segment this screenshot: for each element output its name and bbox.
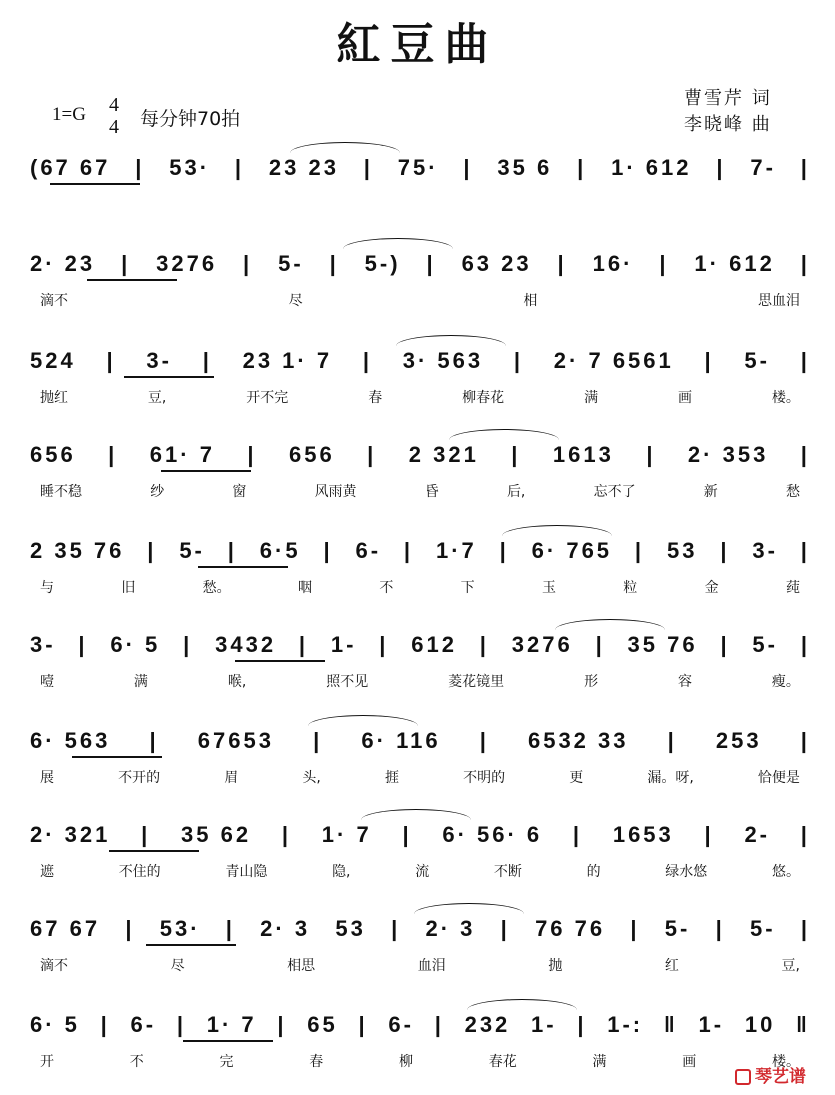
barline: |: [367, 442, 377, 467]
note-group: 3· 563: [402, 348, 484, 373]
note-group: 5-: [179, 538, 205, 563]
lyric-syllable: 菱花镜里: [448, 674, 505, 690]
lyric-syllable: 不: [379, 580, 394, 596]
barline: |: [147, 538, 157, 563]
note-group: 5-: [750, 916, 776, 941]
lyric-syllable: 尽: [288, 293, 303, 309]
lyric-syllable: 绿水悠: [665, 864, 708, 880]
slur-mark: [343, 238, 453, 249]
lyric-syllable: 流: [415, 864, 430, 880]
note-group: 1·7: [435, 538, 477, 563]
note-group: 2 35 76: [30, 538, 125, 563]
beam-line: [235, 660, 325, 662]
note-group: 75·: [397, 155, 439, 180]
lyric-syllable: 更: [569, 770, 584, 786]
barline: |: [800, 632, 810, 657]
lyric-syllable: 满: [133, 674, 148, 690]
barline: |: [403, 538, 414, 563]
slur-mark: [555, 619, 665, 630]
score-row: [30, 533, 810, 603]
beam-line: [50, 183, 140, 185]
barline: |: [227, 538, 237, 563]
note-group: 10: [744, 1012, 776, 1037]
lyric-syllable: 完: [219, 1054, 234, 1070]
barline: |: [281, 822, 292, 847]
note-group: 3432: [215, 632, 277, 657]
composer-credit: 李晓峰 曲: [684, 114, 772, 135]
note-group: 3-: [146, 348, 172, 373]
lyric-syllable: 眉: [224, 770, 239, 786]
barline: |: [426, 251, 436, 276]
note-group: 524: [30, 348, 76, 373]
barline: |: [141, 822, 151, 847]
lyric-syllable: 不明的: [463, 770, 506, 786]
note-group: 2 321: [408, 442, 479, 467]
beam-line: [124, 376, 214, 378]
slur-mark: [414, 903, 524, 914]
lyric-syllable: 睡不稳: [40, 484, 82, 500]
tempo-marking: 每分钟70拍: [140, 108, 241, 130]
notation-line: [30, 150, 810, 186]
lyric-syllable: 愁: [785, 484, 800, 500]
time-signature-top: 4: [109, 94, 119, 116]
lyric-syllable: 血泪: [417, 958, 446, 974]
lyric-syllable: 形: [584, 674, 599, 690]
note-group: 3276: [156, 251, 218, 276]
note-group: 61· 7: [149, 442, 215, 467]
barline: |: [634, 538, 645, 563]
barline: |: [100, 1012, 110, 1037]
lyric-line: [40, 669, 800, 695]
notation-line: [30, 1007, 810, 1043]
lyric-syllable: 遮: [40, 864, 54, 880]
lyric-syllable: 莼: [785, 580, 800, 596]
note-group: 1-: [531, 1012, 557, 1037]
note-group: 1· 612: [694, 251, 775, 276]
note-group: 5-: [752, 632, 778, 657]
barline: |: [135, 155, 145, 180]
lyric-syllable: 思血泪: [757, 293, 800, 309]
barline: |: [595, 632, 605, 657]
barline: |: [511, 442, 521, 467]
note-group: 6· 5: [110, 632, 161, 657]
lyric-syllable: 粒: [623, 580, 638, 596]
lyric-syllable: 隐,: [332, 864, 351, 880]
note-group: 1· 7: [206, 1012, 257, 1037]
lyric-line: [40, 953, 800, 979]
barline: |: [149, 728, 159, 753]
barline: |: [247, 442, 257, 467]
note-group: 67653: [197, 728, 274, 753]
lyric-line: [40, 288, 800, 314]
note-group: 5-): [364, 251, 401, 276]
barline: |: [500, 916, 510, 941]
lyric-syllable: 喉,: [227, 674, 247, 690]
barline: |: [572, 822, 583, 847]
lyric-syllable: 相: [523, 293, 538, 309]
lyric-syllable: 青山隐: [225, 864, 268, 880]
lyric-syllable: 开: [40, 1054, 54, 1070]
note-group: 3-: [30, 632, 56, 657]
barline: |: [630, 916, 640, 941]
note-group: 53: [335, 916, 366, 941]
note-group: 232: [464, 1012, 511, 1037]
lyric-syllable: 柳春花: [462, 390, 505, 406]
beam-line: [198, 566, 288, 568]
score-row: [30, 817, 810, 887]
score-row: [30, 911, 810, 981]
lyric-syllable: 头,: [302, 770, 321, 786]
note-group: 65: [307, 1012, 338, 1037]
lyric-syllable: 抛: [548, 958, 563, 974]
score-row: [30, 1007, 810, 1077]
note-group: 5-: [664, 916, 691, 941]
barline: |: [434, 1012, 444, 1037]
lyric-syllable: 噎: [40, 674, 54, 690]
barline: |: [716, 155, 726, 180]
barline: |: [379, 632, 389, 657]
barline: |: [800, 348, 810, 373]
beam-line: [146, 944, 236, 946]
note-group: 3276: [511, 632, 573, 657]
lyric-syllable: 恰便是: [757, 770, 800, 786]
note-group: 53·: [159, 916, 201, 941]
time-signature: [104, 94, 124, 138]
note-group: 16·: [592, 251, 634, 276]
lyric-syllable: 满: [592, 1054, 607, 1070]
lyric-syllable: 尽: [170, 958, 185, 974]
score-row: [30, 150, 810, 220]
lyric-syllable: 楼。: [772, 1054, 800, 1070]
beam-line: [72, 756, 162, 758]
notation-line: [30, 911, 810, 947]
barline: |: [463, 155, 473, 180]
notation-line: [30, 533, 810, 569]
note-group: 2· 353: [687, 442, 769, 467]
lyric-syllable: 旧: [121, 580, 136, 596]
slur-mark: [308, 715, 418, 726]
lyric-syllable: 满: [584, 390, 599, 406]
note-group: 5-: [744, 348, 770, 373]
barline: |: [800, 822, 810, 847]
note-group: 6· 5: [30, 1012, 80, 1037]
note-group: 2· 321: [30, 822, 111, 847]
barline: |: [715, 916, 725, 941]
lyric-syllable: 窗: [232, 484, 247, 500]
beam-line: [87, 279, 177, 281]
barline: |: [176, 1012, 186, 1037]
barline: |: [659, 251, 669, 276]
lyric-line: [40, 859, 800, 885]
lyric-syllable: 楼。: [771, 390, 800, 406]
notation-line: [30, 343, 810, 379]
slur-mark: [290, 142, 400, 153]
lyric-line: [40, 765, 800, 791]
lyric-syllable: 照不见: [326, 674, 369, 690]
lyric-syllable: 滴不: [40, 958, 68, 974]
note-group: 6-: [388, 1012, 414, 1037]
time-signature-bottom: 4: [109, 116, 119, 138]
note-group: 6· 116: [361, 728, 441, 753]
barline: |: [298, 632, 309, 657]
notation-line: [30, 817, 810, 853]
lyric-line: [40, 192, 800, 218]
note-group: 23 1· 7: [242, 348, 333, 373]
lyric-line: [40, 1049, 800, 1075]
barline: |: [704, 822, 714, 847]
note-group: 2· 3: [260, 916, 311, 941]
lyric-syllable: 春: [309, 1054, 324, 1070]
lyric-syllable: 风雨黄: [314, 484, 357, 500]
lyric-syllable: 纱: [150, 484, 165, 500]
note-group: 1· 7: [321, 822, 372, 847]
lyric-line: [40, 575, 800, 601]
lyricist-credit: 曹雪芹 词: [684, 88, 772, 109]
slur-mark: [361, 809, 471, 820]
logo-icon: [735, 1069, 751, 1085]
note-group: 1-:: [607, 1012, 644, 1037]
barline: |: [800, 155, 810, 180]
lyric-syllable: 豆,: [147, 390, 167, 406]
note-group: 6-: [130, 1012, 157, 1037]
beam-line: [109, 850, 199, 852]
barline: |: [323, 538, 333, 563]
note-group: 1613: [552, 442, 614, 467]
barline: |: [800, 916, 810, 941]
barline: |: [479, 728, 489, 753]
barline: ‖: [796, 1012, 810, 1037]
beam-line: [161, 470, 251, 472]
lyric-syllable: 画: [677, 390, 692, 406]
note-group: 612: [411, 632, 457, 657]
note-group: 6· 563: [30, 728, 111, 753]
note-group: 3-: [752, 538, 778, 563]
barline: |: [800, 728, 810, 753]
score-title: 紅豆曲: [336, 19, 499, 70]
barline: |: [391, 916, 401, 941]
barline: |: [225, 916, 235, 941]
note-group: 6· 765: [531, 538, 613, 563]
lyric-syllable: 忘不了: [593, 484, 636, 500]
notation-line: [30, 627, 810, 663]
lyric-syllable: 与: [40, 580, 54, 596]
note-group: 5-: [278, 251, 304, 276]
note-group: 35 62: [181, 822, 252, 847]
note-group: 1-: [698, 1012, 725, 1037]
lyric-syllable: 新: [703, 484, 718, 500]
slur-mark: [467, 999, 577, 1010]
barline: |: [183, 632, 193, 657]
barline: |: [667, 728, 677, 753]
lyric-syllable: 柳: [399, 1054, 413, 1070]
barline: ‖: [663, 1012, 678, 1037]
note-group: (67 67: [30, 155, 111, 180]
note-group: 656: [289, 442, 335, 467]
note-group: 1653: [612, 822, 674, 847]
lyric-syllable: 愁。: [202, 580, 231, 596]
lyric-syllable: 相思: [287, 958, 316, 974]
note-group: 53·: [169, 155, 211, 180]
score-row: [30, 343, 810, 413]
watermark-logo: [735, 1062, 806, 1087]
barline: |: [720, 632, 730, 657]
barline: |: [557, 251, 567, 276]
lyric-syllable: 瘦。: [771, 674, 800, 690]
lyric-syllable: 春花: [488, 1054, 517, 1070]
note-group: 67 67: [30, 916, 101, 941]
barline: |: [277, 1012, 287, 1037]
lyric-syllable: 春: [368, 390, 383, 406]
note-group: 23 23: [268, 155, 339, 180]
note-group: 2· 7 6561: [553, 348, 674, 373]
note-group: 656: [30, 442, 76, 467]
notation-line: [30, 246, 810, 282]
note-group: 6532 33: [527, 728, 629, 753]
lyric-syllable: 不: [129, 1054, 144, 1070]
lyric-syllable: 红: [664, 958, 679, 974]
score-row: [30, 246, 810, 316]
lyric-syllable: 容: [677, 674, 692, 690]
note-group: 53: [666, 538, 698, 563]
slur-mark: [502, 525, 612, 536]
barline: |: [313, 728, 323, 753]
lyric-syllable: 下: [460, 580, 475, 596]
lyric-syllable: 豆,: [781, 958, 800, 974]
lyric-syllable: 玉: [541, 580, 556, 596]
score-row: [30, 437, 810, 507]
barline: |: [106, 348, 116, 373]
slur-mark: [449, 429, 559, 440]
barline: |: [78, 632, 88, 657]
lyric-syllable: 画: [682, 1054, 697, 1070]
barline: |: [479, 632, 489, 657]
barline: |: [720, 538, 730, 563]
lyric-syllable: 昏: [424, 484, 439, 500]
barline: |: [800, 538, 810, 563]
note-group: 35 6: [497, 155, 553, 180]
barline: |: [362, 348, 372, 373]
barline: |: [108, 442, 118, 467]
lyric-syllable: 漏。呀,: [647, 770, 694, 786]
note-group: 2· 23: [30, 251, 96, 276]
lyric-syllable: 抛红: [40, 390, 68, 406]
lyric-syllable: 不住的: [118, 864, 161, 880]
note-group: 76 76: [535, 916, 606, 941]
barline: |: [646, 442, 656, 467]
key-signature: 1=G: [52, 104, 86, 125]
lyric-line: [40, 479, 800, 505]
barline: |: [800, 442, 810, 467]
note-group: 6·5: [259, 538, 301, 563]
notation-line: [30, 723, 810, 759]
note-group: 1· 612: [611, 155, 692, 180]
note-group: 6-: [355, 538, 382, 563]
barline: |: [329, 251, 339, 276]
barline: |: [499, 538, 509, 563]
lyric-syllable: 不断: [493, 864, 522, 880]
note-group: 63 23: [461, 251, 532, 276]
barline: |: [577, 1012, 587, 1037]
barline: |: [243, 251, 253, 276]
note-group: 6· 56· 6: [442, 822, 543, 847]
barline: |: [704, 348, 714, 373]
barline: |: [358, 1012, 368, 1037]
barline: |: [577, 155, 587, 180]
lyric-line: [40, 385, 800, 411]
lyric-syllable: 咽: [297, 580, 312, 596]
lyric-syllable: 开不完: [246, 390, 289, 406]
lyric-syllable: 捱: [384, 770, 399, 786]
barline: |: [125, 916, 135, 941]
lyric-syllable: 悠。: [771, 864, 800, 880]
note-group: 1-: [330, 632, 357, 657]
barline: |: [402, 822, 412, 847]
lyric-syllable: 金: [704, 580, 719, 596]
barline: |: [513, 348, 524, 373]
barline: |: [202, 348, 212, 373]
note-group: 253: [715, 728, 762, 753]
lyric-syllable: 后,: [506, 484, 526, 500]
barline: |: [234, 155, 245, 180]
barline: |: [363, 155, 373, 180]
note-group: 7-: [750, 155, 776, 180]
note-group: 35 76: [627, 632, 698, 657]
lyric-syllable: 不开的: [118, 770, 161, 786]
beam-line: [183, 1040, 273, 1042]
note-group: 2· 3: [425, 916, 476, 941]
score-row: [30, 723, 810, 793]
lyric-syllable: 的: [586, 864, 601, 880]
notation-line: [30, 437, 810, 473]
lyric-syllable: 展: [40, 770, 54, 786]
slur-mark: [396, 335, 506, 346]
barline: |: [121, 251, 131, 276]
score-row: [30, 627, 810, 697]
lyric-syllable: 滴不: [40, 293, 68, 309]
note-group: 2-: [744, 822, 770, 847]
watermark-text: 琴艺谱: [755, 1067, 806, 1087]
barline: |: [800, 251, 810, 276]
